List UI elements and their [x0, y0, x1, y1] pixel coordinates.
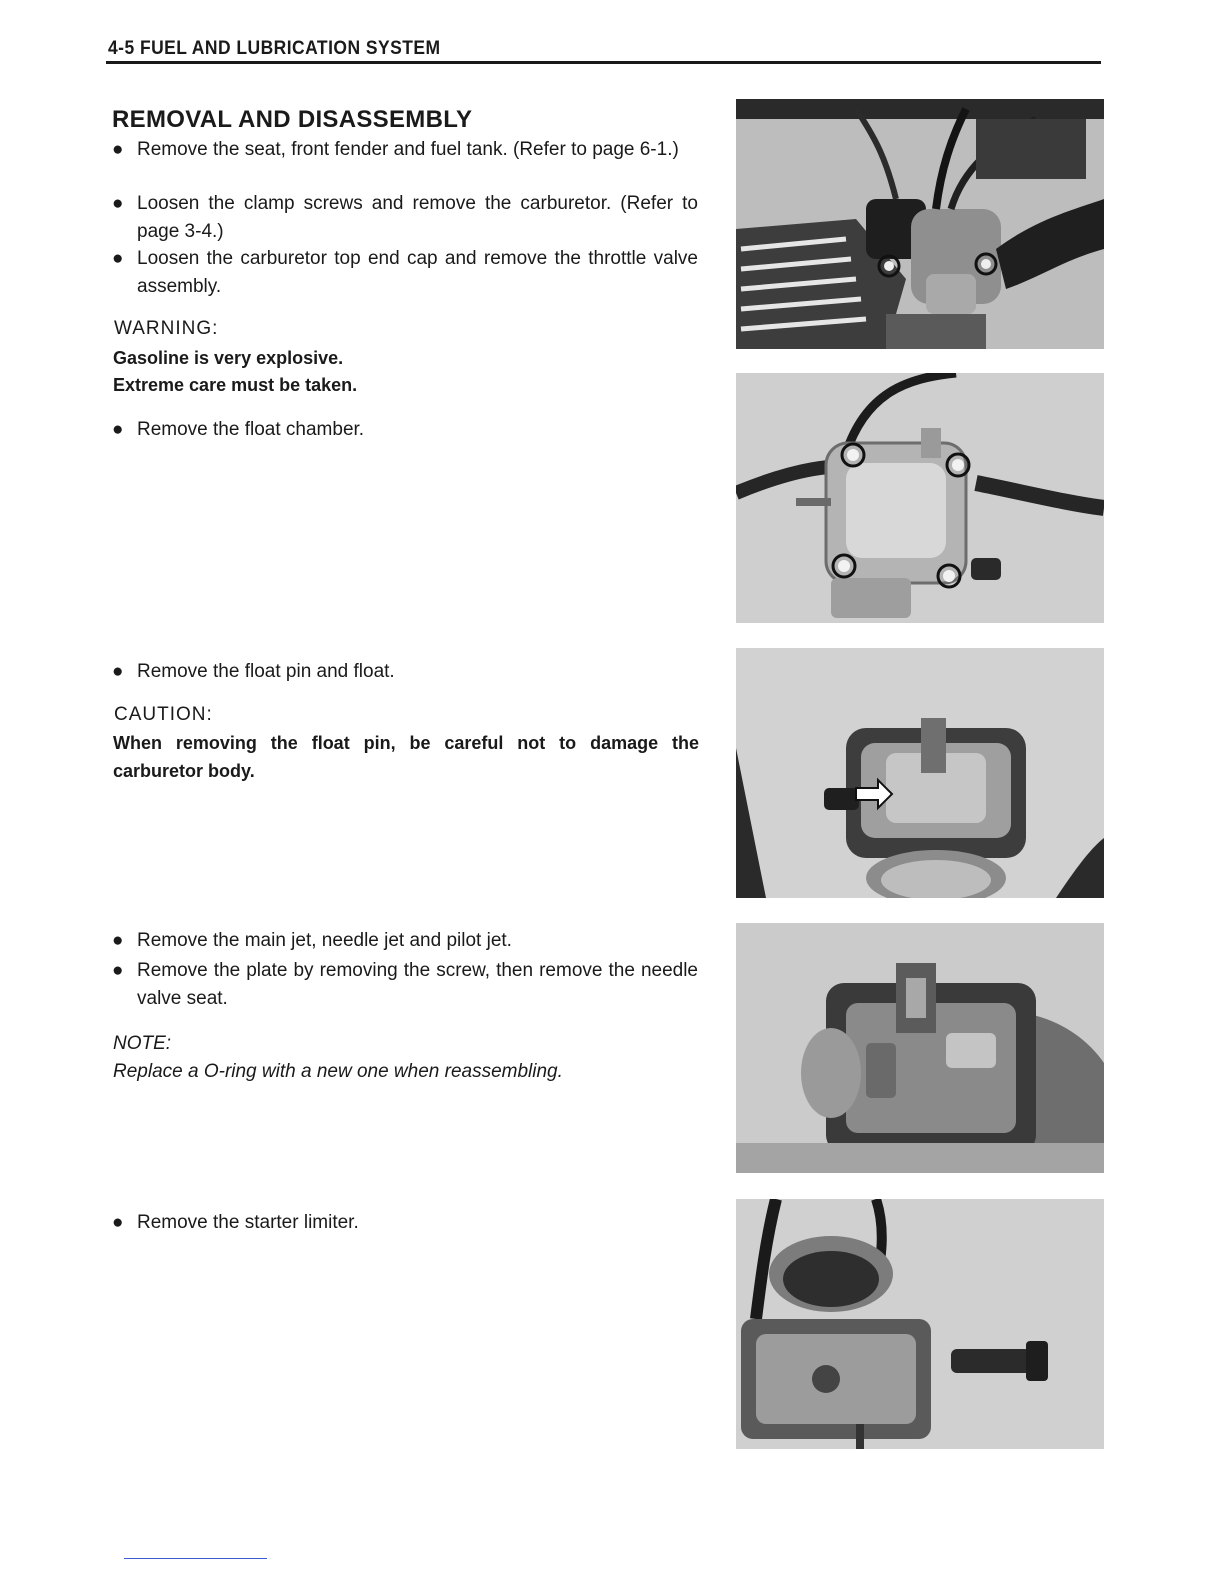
step-item	[112, 927, 698, 955]
step-item	[112, 1209, 698, 1237]
photo-starter-limiter	[736, 1199, 1104, 1449]
bullet-icon: ●	[112, 193, 124, 214]
step-text: Remove the main jet, needle jet and pilot jet.	[137, 930, 512, 951]
bullet-icon: ●	[112, 960, 124, 981]
step-item	[112, 658, 698, 686]
step-text: Remove the plate by removing the screw, then remove the needle valve seat.	[137, 960, 698, 1009]
footer-line	[124, 1558, 267, 1559]
step-item	[112, 416, 698, 444]
bullet-icon: ●	[112, 419, 124, 440]
bullet-icon: ●	[112, 661, 124, 682]
photo-carburetor-on-engine	[736, 99, 1104, 349]
header-rule	[106, 61, 1101, 64]
caution-label: CAUTION:	[114, 704, 213, 725]
photo-float-chamber	[736, 373, 1104, 623]
caution-text: When removing the float pin, be careful not to damage the carburetor body.	[113, 733, 699, 781]
warning-line-2: Extreme care must be taken.	[113, 375, 358, 395]
bullet-icon: ●	[112, 1212, 124, 1233]
step-item	[112, 957, 698, 1013]
bullet-icon: ●	[112, 248, 124, 269]
section-title: REMOVAL AND DISASSEMBLY	[112, 106, 473, 133]
photo-float-pin	[736, 648, 1104, 898]
step-text: Remove the float pin and float.	[137, 661, 395, 682]
step-text: Loosen the carburetor top end cap and remove the throttle valve assembly.	[137, 248, 698, 297]
step-text: Loosen the clamp screws and remove the carburetor. (Refer to page 3-4.)	[137, 193, 698, 242]
step-text: Remove the seat, front fender and fuel tank. (Refer to page 6-1.)	[137, 139, 679, 160]
step-text: Remove the starter limiter.	[137, 1212, 359, 1233]
warning-label: WARNING:	[114, 318, 219, 339]
page-header-title: 4-5 FUEL AND LUBRICATION SYSTEM	[108, 38, 441, 59]
photo-jets-removal	[736, 923, 1104, 1173]
step-text: Remove the float chamber.	[137, 419, 365, 440]
bullet-icon: ●	[112, 930, 124, 951]
bullet-icon: ●	[112, 139, 124, 160]
note-label: NOTE:	[113, 1033, 172, 1054]
step-item	[112, 245, 698, 301]
step-item	[112, 190, 698, 246]
note-text: Replace a O-ring with a new one when reassembling.	[113, 1061, 563, 1082]
step-item	[112, 136, 698, 164]
warning-line-1: Gasoline is very explosive.	[113, 348, 344, 368]
